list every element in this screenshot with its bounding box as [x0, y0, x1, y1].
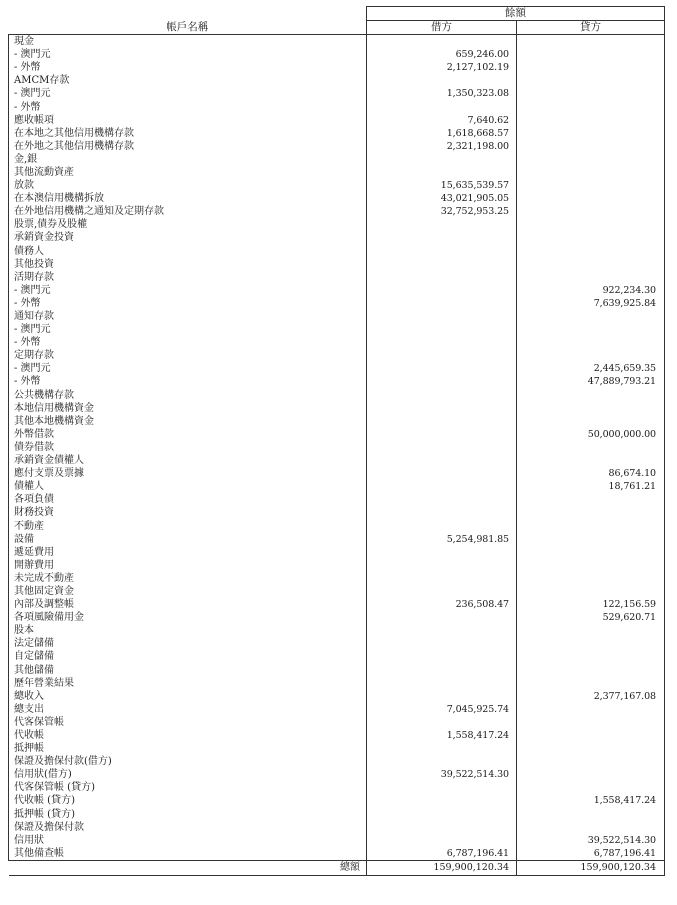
debit-amount — [367, 677, 517, 690]
credit-amount — [517, 454, 665, 467]
debit-amount — [367, 375, 517, 388]
account-name: 其他備查帳 — [9, 847, 367, 861]
debit-amount: 7,045,925.74 — [367, 703, 517, 716]
credit-amount — [517, 716, 665, 729]
account-name: 未完成不動產 — [9, 572, 367, 585]
table-row — [9, 703, 665, 716]
account-name: 金,銀 — [9, 153, 367, 166]
credit-amount: 529,620.71 — [517, 611, 665, 624]
account-name: 信用狀 — [9, 834, 367, 847]
table-row — [9, 808, 665, 821]
table-row — [9, 611, 665, 624]
table-row — [9, 742, 665, 755]
credit-amount: 1,558,417.24 — [517, 794, 665, 807]
table-body — [9, 35, 665, 861]
credit-amount — [517, 192, 665, 205]
debit-amount — [367, 467, 517, 480]
debit-amount — [367, 153, 517, 166]
table-row — [9, 218, 665, 231]
table-row — [9, 585, 665, 598]
header-credit: 貸方 — [517, 21, 665, 35]
debit-amount — [367, 166, 517, 179]
debit-amount — [367, 690, 517, 703]
debit-amount — [367, 559, 517, 572]
debit-amount — [367, 74, 517, 87]
account-name: 債權人 — [9, 480, 367, 493]
table-row — [9, 415, 665, 428]
total-debit: 159,900,120.34 — [367, 860, 517, 875]
debit-amount: 1,350,323.08 — [367, 87, 517, 100]
credit-amount: 18,761.21 — [517, 480, 665, 493]
credit-amount — [517, 140, 665, 153]
debit-amount — [367, 441, 517, 454]
debit-amount: 6,787,196.41 — [367, 847, 517, 861]
debit-amount: 7,640.62 — [367, 114, 517, 127]
table-row — [9, 794, 665, 807]
account-name: 應付支票及票據 — [9, 467, 367, 480]
account-balance-table — [8, 6, 665, 876]
credit-amount — [517, 389, 665, 402]
credit-amount — [517, 349, 665, 362]
debit-amount — [367, 100, 517, 113]
credit-amount — [517, 179, 665, 192]
account-name: - 外幣 — [9, 100, 367, 113]
debit-amount: 5,254,981.85 — [367, 533, 517, 546]
debit-amount — [367, 572, 517, 585]
table-row — [9, 166, 665, 179]
table-row — [9, 35, 665, 49]
table-row — [9, 179, 665, 192]
debit-amount — [367, 506, 517, 519]
table-row — [9, 729, 665, 742]
table-row — [9, 821, 665, 834]
table-row — [9, 349, 665, 362]
account-name: 內部及調整帳 — [9, 598, 367, 611]
debit-amount — [367, 258, 517, 271]
table-row — [9, 755, 665, 768]
account-name: - 外幣 — [9, 336, 367, 349]
debit-amount — [367, 755, 517, 768]
debit-amount — [367, 637, 517, 650]
table-row — [9, 87, 665, 100]
header-debit: 借方 — [367, 21, 517, 35]
account-name: 歷年營業結果 — [9, 677, 367, 690]
table-row — [9, 205, 665, 218]
credit-amount — [517, 729, 665, 742]
credit-amount — [517, 808, 665, 821]
credit-amount — [517, 755, 665, 768]
credit-amount — [517, 637, 665, 650]
table-row — [9, 74, 665, 87]
credit-amount — [517, 546, 665, 559]
account-name: 其他儲備 — [9, 664, 367, 677]
account-name: - 外幣 — [9, 61, 367, 74]
credit-amount — [517, 218, 665, 231]
debit-amount — [367, 742, 517, 755]
table-row — [9, 533, 665, 546]
debit-amount — [367, 716, 517, 729]
account-name: 自定儲備 — [9, 650, 367, 663]
table-row — [9, 297, 665, 310]
account-name: 其他本地機構資金 — [9, 415, 367, 428]
account-name: 在外地之其他信用機構存款 — [9, 140, 367, 153]
account-name: 代客保管帳 — [9, 716, 367, 729]
account-name: 承銷資金投資 — [9, 231, 367, 244]
table-row — [9, 231, 665, 244]
debit-amount — [367, 231, 517, 244]
debit-amount — [367, 336, 517, 349]
table-row — [9, 847, 665, 861]
debit-amount — [367, 664, 517, 677]
account-name: 定期存款 — [9, 349, 367, 362]
table-row — [9, 664, 665, 677]
account-name: - 外幣 — [9, 297, 367, 310]
table-row — [9, 192, 665, 205]
table-row — [9, 48, 665, 61]
debit-amount — [367, 834, 517, 847]
debit-amount — [367, 808, 517, 821]
debit-amount — [367, 454, 517, 467]
account-name: 信用狀(借方) — [9, 768, 367, 781]
total-row — [9, 860, 665, 875]
table-row — [9, 310, 665, 323]
account-name: 其他流動資產 — [9, 166, 367, 179]
debit-amount — [367, 821, 517, 834]
table-row — [9, 834, 665, 847]
account-name: 本地信用機構資金 — [9, 402, 367, 415]
credit-amount: 6,787,196.41 — [517, 847, 665, 861]
table-row — [9, 454, 665, 467]
debit-amount: 15,635,539.57 — [367, 179, 517, 192]
credit-amount — [517, 271, 665, 284]
account-name: 保證及擔保付款(借方) — [9, 755, 367, 768]
account-name: - 澳門元 — [9, 87, 367, 100]
account-name: - 澳門元 — [9, 284, 367, 297]
credit-amount — [517, 821, 665, 834]
account-name: 其他投資 — [9, 258, 367, 271]
account-name: 股本 — [9, 624, 367, 637]
debit-amount — [367, 245, 517, 258]
account-name: - 外幣 — [9, 375, 367, 388]
account-name: 外幣借款 — [9, 428, 367, 441]
table-row — [9, 637, 665, 650]
debit-amount — [367, 297, 517, 310]
account-name: 總支出 — [9, 703, 367, 716]
credit-amount — [517, 768, 665, 781]
credit-amount — [517, 100, 665, 113]
table-row — [9, 559, 665, 572]
table-row — [9, 245, 665, 258]
header-account-name: 帳戶名稱 — [9, 21, 367, 35]
credit-amount — [517, 493, 665, 506]
credit-amount — [517, 74, 665, 87]
account-name: 各項風險備用金 — [9, 611, 367, 624]
debit-amount — [367, 35, 517, 49]
table-row — [9, 114, 665, 127]
table-row — [9, 323, 665, 336]
credit-amount: 922,234.30 — [517, 284, 665, 297]
account-name: AMCM存款 — [9, 74, 367, 87]
credit-amount — [517, 742, 665, 755]
account-name: 債券借款 — [9, 441, 367, 454]
table-row — [9, 624, 665, 637]
debit-amount — [367, 389, 517, 402]
account-name: 股票,債券及股權 — [9, 218, 367, 231]
debit-amount — [367, 493, 517, 506]
account-name: 在本澳信用機構拆放 — [9, 192, 367, 205]
credit-amount — [517, 127, 665, 140]
table-row — [9, 768, 665, 781]
debit-amount: 1,558,417.24 — [367, 729, 517, 742]
table-row — [9, 493, 665, 506]
account-name: 保證及擔保付款 — [9, 821, 367, 834]
debit-amount — [367, 323, 517, 336]
credit-amount — [517, 402, 665, 415]
account-name: 在外地信用機構之通知及定期存款 — [9, 205, 367, 218]
account-name: 抵押帳 — [9, 742, 367, 755]
credit-amount — [517, 677, 665, 690]
debit-amount — [367, 362, 517, 375]
account-name: 應收帳項 — [9, 114, 367, 127]
table-row — [9, 480, 665, 493]
credit-amount — [517, 415, 665, 428]
account-name: 遞延費用 — [9, 546, 367, 559]
credit-amount: 122,156.59 — [517, 598, 665, 611]
account-name: 代收帳 (貸方) — [9, 794, 367, 807]
table-row — [9, 506, 665, 519]
credit-amount — [517, 336, 665, 349]
account-name: - 澳門元 — [9, 362, 367, 375]
table-row — [9, 362, 665, 375]
balance-sheet — [8, 6, 664, 876]
credit-amount: 7,639,925.84 — [517, 297, 665, 310]
debit-amount — [367, 218, 517, 231]
debit-amount — [367, 546, 517, 559]
header-balance: 餘額 — [367, 7, 665, 21]
credit-amount — [517, 506, 665, 519]
debit-amount: 2,321,198.00 — [367, 140, 517, 153]
table-row — [9, 61, 665, 74]
table-row — [9, 467, 665, 480]
debit-amount — [367, 310, 517, 323]
credit-amount — [517, 231, 665, 244]
table-row — [9, 781, 665, 794]
table-row — [9, 519, 665, 532]
table-row — [9, 598, 665, 611]
credit-amount — [517, 258, 665, 271]
credit-amount: 39,522,514.30 — [517, 834, 665, 847]
debit-amount — [367, 650, 517, 663]
debit-amount — [367, 284, 517, 297]
account-name: - 澳門元 — [9, 323, 367, 336]
header-row-balance — [9, 7, 665, 21]
table-row — [9, 690, 665, 703]
total-label: 總額 — [9, 860, 367, 875]
credit-amount — [517, 323, 665, 336]
table-row — [9, 716, 665, 729]
table-row — [9, 336, 665, 349]
credit-amount — [517, 114, 665, 127]
debit-amount: 39,522,514.30 — [367, 768, 517, 781]
table-row — [9, 153, 665, 166]
debit-amount — [367, 480, 517, 493]
debit-amount — [367, 271, 517, 284]
credit-amount — [517, 205, 665, 218]
credit-amount — [517, 664, 665, 677]
debit-amount: 43,021,905.05 — [367, 192, 517, 205]
credit-amount — [517, 559, 665, 572]
credit-amount — [517, 87, 665, 100]
table-row — [9, 428, 665, 441]
account-name: 抵押帳 (貸方) — [9, 808, 367, 821]
account-name: 不動產 — [9, 519, 367, 532]
credit-amount — [517, 245, 665, 258]
account-name: 放款 — [9, 179, 367, 192]
debit-amount — [367, 519, 517, 532]
account-name: 代客保管帳 (貸方) — [9, 781, 367, 794]
table-row — [9, 127, 665, 140]
credit-amount — [517, 166, 665, 179]
header-spacer — [9, 7, 367, 21]
debit-amount — [367, 611, 517, 624]
debit-amount: 32,752,953.25 — [367, 205, 517, 218]
table-row — [9, 441, 665, 454]
account-name: - 澳門元 — [9, 48, 367, 61]
credit-amount — [517, 703, 665, 716]
credit-amount — [517, 61, 665, 74]
debit-amount — [367, 349, 517, 362]
account-name: 各項負債 — [9, 493, 367, 506]
account-name: 在本地之其他信用機構存款 — [9, 127, 367, 140]
account-name: 法定儲備 — [9, 637, 367, 650]
credit-amount: 47,889,793.21 — [517, 375, 665, 388]
credit-amount — [517, 35, 665, 49]
credit-amount — [517, 441, 665, 454]
credit-amount: 2,445,659.35 — [517, 362, 665, 375]
account-name: 代收帳 — [9, 729, 367, 742]
credit-amount — [517, 572, 665, 585]
table-row — [9, 572, 665, 585]
table-row — [9, 650, 665, 663]
debit-amount — [367, 415, 517, 428]
credit-amount — [517, 519, 665, 532]
debit-amount: 2,127,102.19 — [367, 61, 517, 74]
account-name: 通知存款 — [9, 310, 367, 323]
table-row — [9, 389, 665, 402]
credit-amount — [517, 650, 665, 663]
credit-amount: 50,000,000.00 — [517, 428, 665, 441]
table-row — [9, 677, 665, 690]
credit-amount — [517, 310, 665, 323]
table-row — [9, 546, 665, 559]
table-row — [9, 100, 665, 113]
table-row — [9, 271, 665, 284]
account-name: 活期存款 — [9, 271, 367, 284]
account-name: 其他固定資金 — [9, 585, 367, 598]
account-name: 總收入 — [9, 690, 367, 703]
debit-amount — [367, 624, 517, 637]
table-row — [9, 258, 665, 271]
debit-amount — [367, 585, 517, 598]
credit-amount: 2,377,167.08 — [517, 690, 665, 703]
account-name: 公共機構存款 — [9, 389, 367, 402]
table-row — [9, 375, 665, 388]
total-credit: 159,900,120.34 — [517, 860, 665, 875]
header-row-columns — [9, 21, 665, 35]
account-name: 財務投資 — [9, 506, 367, 519]
debit-amount — [367, 781, 517, 794]
credit-amount — [517, 153, 665, 166]
table-row — [9, 140, 665, 153]
debit-amount: 659,246.00 — [367, 48, 517, 61]
account-name: 現金 — [9, 35, 367, 49]
debit-amount — [367, 428, 517, 441]
credit-amount — [517, 533, 665, 546]
credit-amount — [517, 48, 665, 61]
account-name: 債務人 — [9, 245, 367, 258]
credit-amount — [517, 624, 665, 637]
table-row — [9, 402, 665, 415]
account-name: 承銷資金債權人 — [9, 454, 367, 467]
debit-amount — [367, 794, 517, 807]
account-name: 開辦費用 — [9, 559, 367, 572]
debit-amount: 1,618,668.57 — [367, 127, 517, 140]
credit-amount — [517, 781, 665, 794]
table-row — [9, 284, 665, 297]
debit-amount: 236,508.47 — [367, 598, 517, 611]
credit-amount — [517, 585, 665, 598]
account-name: 設備 — [9, 533, 367, 546]
debit-amount — [367, 402, 517, 415]
credit-amount: 86,674.10 — [517, 467, 665, 480]
